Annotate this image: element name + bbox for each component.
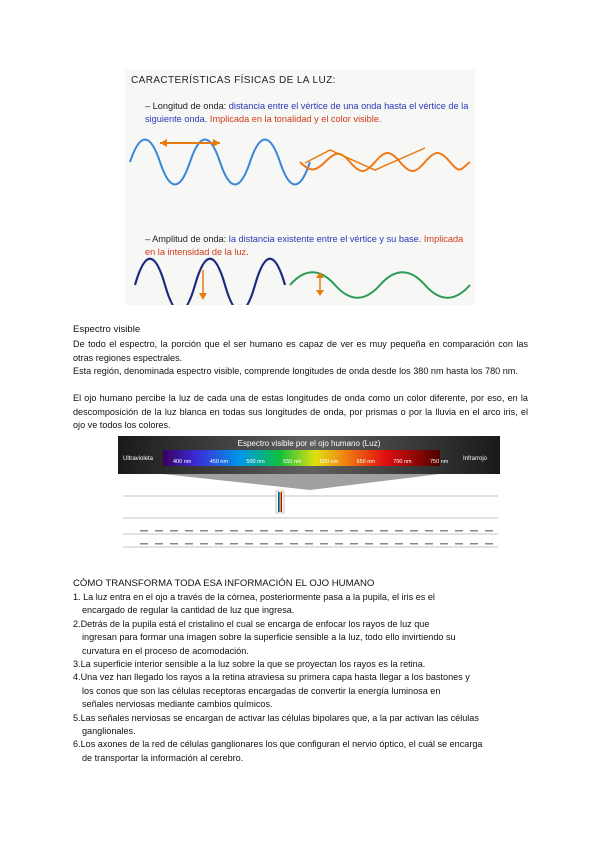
scale-mark — [365, 543, 373, 545]
scale-mark — [215, 530, 223, 532]
scale-mark — [440, 543, 448, 545]
scale-mark — [290, 530, 298, 532]
scale-mark — [395, 530, 403, 532]
list-item — [73, 618, 529, 658]
spectrum-tick-label: 500 nm — [246, 459, 265, 465]
spectrum-tick-label: 400 nm — [173, 459, 192, 465]
scale-mark — [320, 530, 328, 532]
wavelength-bullet — [145, 100, 475, 126]
spectrum-tick-label: 550 nm — [283, 459, 302, 465]
list-item-line: 5.Las señales nerviosas se encargan de activar las células bipolares que, a la par activan las células — [73, 712, 479, 723]
scale-mark — [275, 543, 283, 545]
scale-mark — [305, 543, 313, 545]
scale-mark — [470, 530, 478, 532]
list-item-line: ingresan para formar una imagen sobre la superficie sensible a la luz, todo ello invirtiendo su — [82, 632, 456, 643]
scale-mark — [395, 543, 403, 545]
list-item-line: señales nerviosas mediante cambios químicos. — [82, 699, 273, 710]
scale-mark — [275, 530, 283, 532]
paragraph: El ojo humano percibe la luz de cada una de estas longitudes de onda como un color diferente, por eso, en la descomposición de la luz blanca en todas sus longitudes de onda, por prismas o por la lluvia en el arco iris, el ojo ve todos los colores. — [73, 393, 528, 431]
spectrum-tick-label: 450 nm — [209, 459, 229, 465]
scale-mark — [245, 530, 253, 532]
list-item-line: 4.Una vez han llegado los rayos a la retina atraviesa su primera capa hasta llegar a los bastones y — [73, 672, 470, 683]
ultraviolet-label: Ultravioleta — [123, 456, 154, 462]
section-heading: CÓMO TRANSFORMA TODA ESA INFORMACIÓN EL OJO HUMANO — [73, 578, 375, 589]
wavelength-term: – Longitud de onda: — [145, 101, 227, 111]
list-item-line: 3.La superficie interior sensible a la luz sobre la que se proyectan los rayos es la retina. — [73, 659, 426, 670]
spectrum-tick-label: 600 nm — [319, 459, 339, 465]
spectrum-title: Espectro visible por el ojo humano (Luz) — [237, 439, 381, 448]
scale-mark — [200, 543, 208, 545]
scale-mark — [380, 530, 388, 532]
scale-mark — [140, 543, 148, 545]
scale-mark — [305, 530, 313, 532]
scale-mark — [455, 530, 463, 532]
list-item-line: curvatura en el proceso de acomodación. — [82, 645, 249, 656]
scale-mark — [215, 543, 223, 545]
scale-mark — [170, 530, 178, 532]
list-item-line: encargado de regular la cantidad de luz que ingresa. — [82, 605, 295, 616]
scale-mark — [365, 530, 373, 532]
scale-mark — [320, 543, 328, 545]
amplitude-term: – Amplitud de onda: — [145, 234, 227, 244]
scale-mark — [185, 543, 193, 545]
amplitude-implication: Implicada en la intensidad de la luz. — [145, 234, 464, 257]
amplitude-bullet — [145, 233, 475, 259]
scale-mark — [140, 530, 148, 532]
scale-mark — [230, 543, 238, 545]
scale-mark — [170, 543, 178, 545]
scale-mark — [410, 530, 418, 532]
scale-mark — [155, 530, 163, 532]
scale-mark — [485, 530, 493, 532]
list-item-line: ganglionales. — [82, 726, 136, 737]
list-item-line: los conos que son las células receptoras encargadas de convertir la energía luminosa en — [82, 685, 441, 696]
list-item — [73, 712, 529, 739]
scale-mark — [200, 530, 208, 532]
visible-spectrum-figure — [118, 434, 500, 560]
steps-list — [73, 591, 529, 765]
scale-mark — [260, 543, 268, 545]
scale-mark — [410, 543, 418, 545]
list-item — [73, 671, 529, 711]
paragraph: De todo el espectro, la porción que el ser humano es capaz de ver es muy pequeña en comparación con las otras regiones espectrales. — [73, 339, 528, 363]
wavelength-implication: Implicada en la tonalidad y el color visible. — [209, 114, 382, 124]
list-item-line: de transportar la información al cerebro. — [82, 752, 244, 763]
scale-mark — [155, 543, 163, 545]
list-item-line: 6.Los axones de la red de células ganglionares los que configuran el nervio óptico, el cuál se encarga — [73, 739, 483, 750]
spectrum-tick-label: 750 nm — [430, 459, 449, 465]
scale-mark — [425, 543, 433, 545]
list-item-line: 1. La luz entra en el ojo a través de la córnea, posteriormente pasa a la pupila, el iris es el — [73, 592, 435, 602]
list-item — [73, 658, 529, 671]
scale-mark — [335, 543, 343, 545]
figure-title: CARACTERÍSTICAS FÍSICAS DE LA LUZ: — [131, 75, 336, 86]
scale-mark — [440, 530, 448, 532]
section-heading: Espectro visible — [73, 324, 141, 335]
scale-mark — [230, 530, 238, 532]
scale-mark — [380, 543, 388, 545]
scale-mark — [185, 530, 193, 532]
paragraph: Esta región, denominada espectro visible, comprende longitudes de onda desde los 380 nm hasta los 780 nm. — [73, 366, 518, 376]
list-item-line: 2.Detrás de la pupila está el cristalino el cual se encarga de enfocar los rayos de luz que — [73, 618, 430, 629]
scale-mark — [485, 543, 493, 545]
scale-mark — [470, 543, 478, 545]
scale-mark — [425, 530, 433, 532]
scale-mark — [350, 543, 358, 545]
spectrum-tick-label: 700 nm — [393, 459, 412, 465]
scale-mark — [350, 530, 358, 532]
infrared-label: Infrarrojo — [463, 456, 488, 462]
amplitude-definition: la distancia existente entre el vértice y su base. — [228, 234, 422, 244]
wavelength-definition: distancia entre el vértice de una onda hasta el vértice de la siguiente onda. — [145, 101, 469, 124]
scale-mark — [335, 530, 343, 532]
scale-mark — [455, 543, 463, 545]
scale-mark — [245, 543, 253, 545]
spectrum-tick-label: 650 nm — [356, 459, 375, 465]
scale-mark — [260, 530, 268, 532]
list-item — [73, 591, 529, 618]
list-item — [73, 738, 529, 765]
scale-mark — [290, 543, 298, 545]
